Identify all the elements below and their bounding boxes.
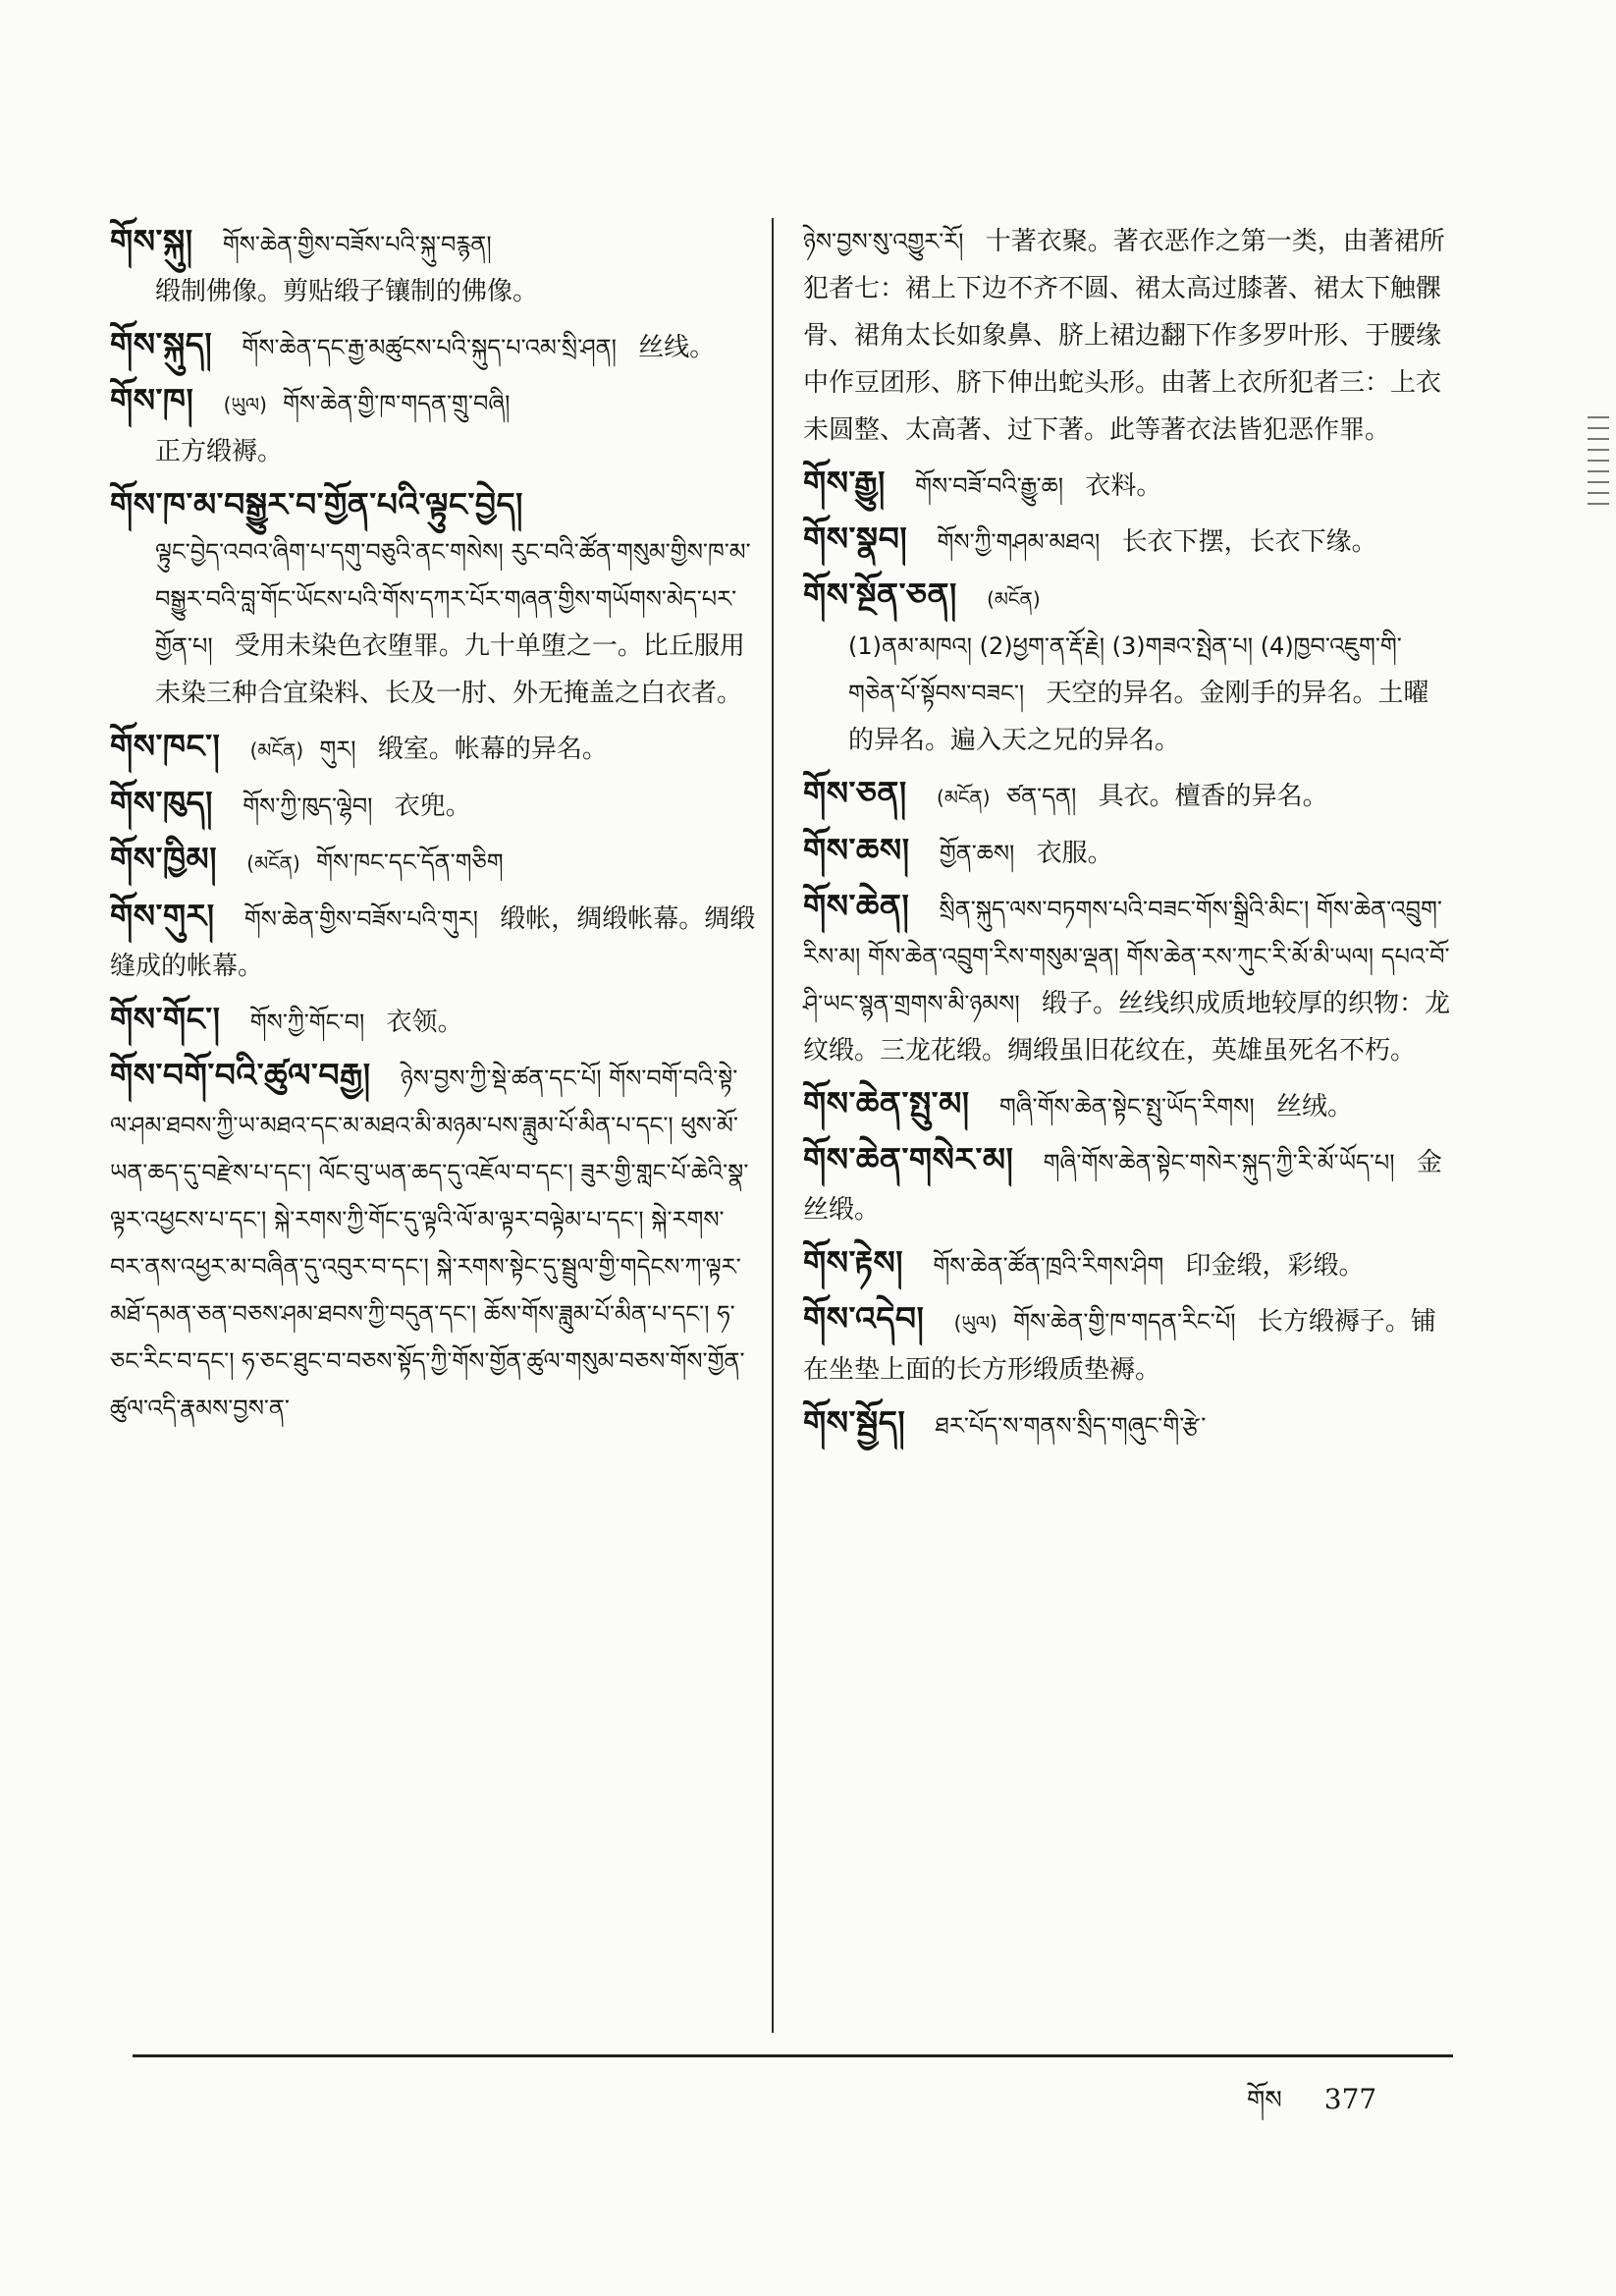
entry-headword: གོས་ཆེན།: [803, 887, 910, 925]
margin-tick: [1588, 460, 1609, 462]
entry-headword: གོས་སྣབ།: [803, 519, 908, 558]
entry-register-tag: (མངོན): [937, 786, 991, 809]
margin-tick-marks: [1588, 416, 1611, 534]
entry-chinese-definition: 天空的异名。金刚手的异名。土曜的异名。遍入天之兄的异名。: [848, 679, 1429, 755]
dictionary-entry: [803, 1080, 1451, 1130]
entry-tibetan-definition: གོས་ཆེན་གྱི་ཁ་གདན་གྲུ་བཞི།: [283, 390, 511, 417]
entry-headword: གོས་ཁ་མ་བསྒྱུར་བ་གྱོན་པའི་ལྟུང་བྱེད།: [110, 485, 523, 523]
entry-chinese-definition: 印金缎，彩缎。: [1185, 1251, 1365, 1281]
entry-chinese-definition: 金丝缎。: [803, 1148, 1442, 1225]
entry-register-tag: (མངོན): [249, 738, 304, 762]
margin-tick: [1588, 481, 1609, 483]
column-divider: [772, 218, 774, 2033]
dictionary-entry: [803, 460, 1451, 510]
dictionary-entry: [110, 481, 758, 717]
dictionary-entry: [110, 321, 758, 371]
entry-tibetan-definition: སྲིན་སྐུད་ལས་བཏགས་པའི་བཟང་གོས་སྒྲིའི་མིང་། གོས་ཆེན་འབྲུག་རིས་མ། གོས་ཆེན་འབྲུག་རིས་གསུམ་ལྡན། གོས་ཆེན་རས་ཀུང་རི་མོ་མི་ཡལ། དཔའ་བོ་ཤི་ཡང་སྙན་གྲགས་མི་ཉམས།: [803, 896, 1450, 1017]
dictionary-entry: [110, 377, 758, 475]
entry-tibetan-definition: གྱོན་ཆས།: [939, 840, 1015, 867]
entry-chinese-definition: 缎帐，绸缎帐幕。绸缎缝成的帐幕。: [110, 904, 756, 981]
entry-tibetan-definition: གོས་ཆེན་གྱི་ཁ་གདན་རིང་པོ།: [1013, 1308, 1236, 1336]
right-column: [803, 218, 1451, 1455]
entry-headword: གོས་འདེབ།: [803, 1299, 925, 1338]
entry-tibetan-definition: གོས་ཆེན་གྱིས་བཟོས་པའི་སྐུ་བརྙན།: [222, 231, 492, 258]
entry-tibetan-definition: ཉེས་བྱས་ཀྱི་སྡེ་ཚན་དང་པོ། གོས་བགོ་བའི་སྟེ་ལ་ཤམ་ཐབས་ཀྱི་ཡ་མཐའ་དང་མ་མཐའ་མི་མཉམ་པས་ཟླུམ་པོ་མིན་པ་དང་། ཕུས་མོ་ཡན་ཆད་དུ་བརྫེས་པ་དང་། ལོང་བུ་ཡན་ཆད་དུ་འཇོལ་བ་དང་། ཟུར་གྱི་གླང་པོ་ཆེའི་སྣ་ལྟར་འཕྱངས་པ་དང་། སྐེ་རགས་ཀྱི་གོང་དུ་ལྟའི་ལོ་མ་ལྟར་བལྟེམ་པ་དང་། སྐེ་རགས་བར་ནས་འཕྱར་མ་བཞིན་དུ་འབུར་བ་དང་། སྐེ་རགས་སྟེང་དུ་སྦྲུལ་གྱི་གདེངས་ཀ་ལྟར་མཐོ་དམན་ཅན་བཅས་ཤམ་ཐབས་ཀྱི་བདུན་དང་། ཆོས་གོས་ཟླུམ་པོ་མིན་པ་དང་། ཧ་ཅང་རིང་བ་དང་། ཧ་ཅང་ཐུང་བ་བཅས་སྟོད་ཀྱི་གོས་གྱོན་ཚུལ་གསུམ་བཅས་གོས་གྱོན་ཚུལ་འདི་རྣམས་བྱས་ན་: [110, 1065, 749, 1422]
entry-tibetan-definition: ལྟུང་བྱེད་འབའ་ཞིག་པ་དགུ་བཅུའི་ནང་གསེས། རུང་བའི་ཚོན་གསུམ་གྱིས་ཁ་མ་བསྒྱུར་བའི་བླ་གོང་ཡོངས་པའི་གོས་དཀར་པོར་གཞན་གྱིས་གཡོགས་མེད་པར་གྱོན་པ།: [155, 538, 751, 660]
entry-tibetan-definition: གཞི་གོས་ཆེན་སྟེང་གསེར་སྐུད་ཀྱི་རི་མོ་ཡོད་པ།: [1043, 1149, 1395, 1176]
dictionary-entry: [803, 516, 1451, 566]
entry-headword: གོས་སྦྱོད།: [803, 1403, 906, 1442]
entry-tibetan-definition: (1)ནམ་མཁའ། (2)ཕྱག་ན་རྡོ་རྗེ། (3)གཟའ་སྤེན་པ། (4)ཁྱབ་འཇུག་གི་གཅེན་པོ་སྟོབས་བཟང་།: [848, 632, 1402, 707]
running-head-word: གོས: [1247, 2086, 1282, 2115]
entry-tibetan-definition: ཉེས་བྱས་སུ་འགྱུར་རོ།: [803, 228, 964, 255]
entry-tibetan-definition: གོས་ཀྱི་ཁུད་ལྷེབ།: [242, 793, 373, 820]
entry-chinese-definition: 缎子。丝线织成质地较厚的织物：龙纹缎。三龙花缎。绸缎虽旧花纹在，英雄虽死名不朽。: [803, 989, 1450, 1066]
dictionary-entry: [110, 1052, 758, 1432]
margin-tick: [1588, 449, 1609, 451]
entry-register-tag: (མངོན): [246, 851, 300, 875]
dictionary-entry: [110, 893, 758, 990]
dictionary-entry: [803, 1399, 1451, 1449]
entry-chinese-definition: 丝线。: [638, 333, 716, 362]
margin-tick: [1588, 438, 1609, 440]
entry-headword: གོས་རྟེས།: [803, 1243, 904, 1282]
entry-tibetan-definition: གོས་ཆེན་དང་རྒྱ་མཚུངས་པའི་སྐུད་པ་འམ་སྲི་ཤན།: [242, 334, 617, 361]
entry-tibetan-definition: གོས་ཆེན་ཚོན་ཁྲའི་རིགས་ཤིག: [933, 1252, 1164, 1280]
entry-tibetan-definition: གོས་ཀྱི་གོང་བ།: [249, 1009, 365, 1036]
entry-tibetan-definition: ཙན་དན།: [1005, 783, 1077, 810]
margin-tick: [1588, 416, 1609, 418]
dictionary-entry: [110, 218, 758, 315]
dictionary-entry: [803, 1239, 1451, 1289]
entry-tibetan-definition: གོས་བཟོ་བའི་རྒྱུ་ཆ།: [915, 472, 1064, 500]
entry-chinese-definition: 受用未染色衣堕罪。九十单堕之一。比丘服用未染三种合宜染料、长及一肘、外无掩盖之白衣者。: [155, 631, 745, 708]
entry-headword: གོས་ཁྱིམ།: [110, 840, 218, 878]
entry-headword: གོས་གུར།: [110, 897, 215, 935]
entry-headword: གོས་ཆས།: [803, 831, 910, 869]
entry-chinese-definition: 缎制佛像。剪贴缎子镶制的佛像。: [155, 277, 539, 306]
entry-tibetan-definition: གུར།: [319, 736, 356, 763]
dictionary-entry: [110, 780, 758, 830]
entry-chinese-definition: 具衣。檀香的异名。: [1098, 782, 1328, 811]
entry-chinese-definition: 十著衣聚。著衣恶作之第一类，由著裙所犯者七：裙上下边不齐不圆、裙太高过膝著、裙太下触髁骨、裙角太长如象鼻、脐上裙边翻下作多罗叶形、于腰缘中作豆团形、脐下伸出蛇头形。由著上衣所犯者三：上衣未圆整、太高著、过下著。此等著衣法皆犯恶作罪。: [803, 227, 1445, 445]
page-number: 377: [1323, 2083, 1377, 2115]
dictionary-entry: [110, 836, 758, 887]
margin-tick: [1588, 470, 1609, 472]
entry-tibetan-definition: གོས་ཀྱི་གཤམ་མཐའ།: [937, 528, 1101, 556]
page-footer: [1247, 2072, 1376, 2144]
dictionary-entry: [803, 827, 1451, 877]
entry-tibetan-definition: གོས་ཁང་དང་དོན་གཅིག: [316, 848, 504, 876]
margin-tick: [1588, 492, 1609, 494]
entry-register-tag: (ཡུལ): [223, 393, 267, 416]
entry-chinese-definition: 正方缎褥。: [155, 437, 284, 466]
entry-register-tag: (མངོན): [987, 587, 1041, 611]
entry-headword: གོས་སྐུ།: [110, 222, 193, 260]
margin-tick: [1588, 503, 1609, 505]
dictionary-entry: [110, 723, 758, 774]
dictionary-entry: [803, 770, 1451, 821]
entry-headword: གོས་ཆེན་སྤུ་མ།: [803, 1084, 970, 1122]
entry-register-tag: (ཡུལ): [953, 1311, 997, 1335]
entry-headword: གོས་གོང་།: [110, 1000, 221, 1038]
entry-chinese-definition: 丝绒。: [1275, 1092, 1353, 1121]
entry-tibetan-definition: གཞི་གོས་ཆེན་སྟེང་སྤུ་ཡོད་རིགས།: [998, 1093, 1255, 1121]
entry-headword: གོས་རྒྱུ།: [803, 464, 886, 502]
entry-chinese-definition: 衣兜。: [394, 792, 471, 821]
margin-tick: [1588, 427, 1609, 429]
dictionary-entry-continued: [803, 218, 1451, 454]
dictionary-entry: [803, 572, 1451, 764]
entry-headword: གོས་བགོ་བའི་ཚུལ་བརྒྱ།: [110, 1056, 371, 1094]
entry-chinese-definition: 长方缎褥子。铺在坐垫上面的长方形缎质垫褥。: [803, 1307, 1436, 1385]
entry-headword: གོས་ཁང་།: [110, 727, 221, 765]
footer-rule: [133, 2054, 1453, 2057]
entry-headword: གོས་སྐུད།: [110, 325, 213, 363]
left-column: [110, 218, 758, 1438]
dictionary-entry: [803, 1295, 1451, 1394]
entry-chinese-definition: 衣领。: [386, 1008, 463, 1037]
entry-headword: གོས་སྔོན་ཅན།: [803, 575, 957, 614]
entry-headword: གོས་ཁ།: [110, 381, 194, 419]
entry-headword: གོས་ཆེན་གསེར་མ།: [803, 1140, 1014, 1178]
dictionary-entry: [803, 1136, 1451, 1233]
entry-tibetan-definition: གོས་ཆེན་གྱིས་བཟོས་པའི་གུར།: [243, 905, 478, 933]
dictionary-entry: [110, 996, 758, 1046]
dictionary-entry: [803, 883, 1451, 1074]
entry-chinese-definition: 衣服。: [1036, 839, 1113, 868]
entry-tibetan-definition: ཐར་པོད་ས་གནས་སྲིད་གཞུང་གི་རྩེ་: [935, 1412, 1207, 1440]
entry-chinese-definition: 衣料。: [1085, 471, 1162, 501]
entry-chinese-definition: 长衣下摆，长衣下缘。: [1121, 527, 1377, 557]
entry-headword: གོས་ཁུད།: [110, 784, 213, 822]
entry-chinese-definition: 缎室。帐幕的异名。: [377, 735, 608, 764]
entry-headword: གོས་ཅན།: [803, 774, 907, 812]
